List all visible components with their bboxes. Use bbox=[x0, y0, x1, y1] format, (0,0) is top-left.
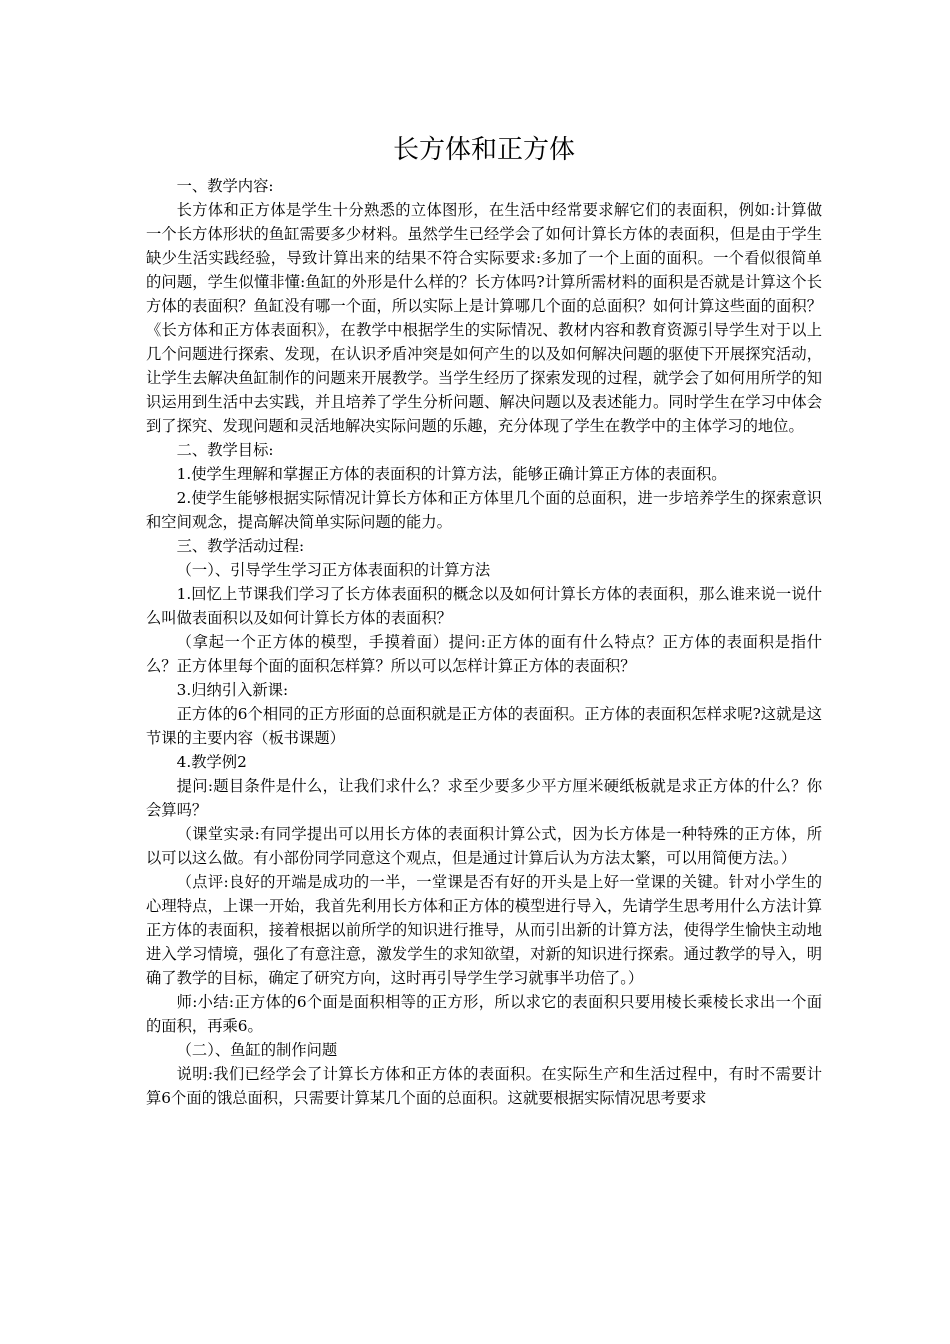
paragraph-content-intro: 长方体和正方体是学生十分熟悉的立体图形，在生活中经常要求解它们的表面积，例如:计算做一个长方体形状的鱼缸需要多少材料。虽然学生已经学会了如何计算长方体的表面积，但是由于学生缺少生活实践经验，导致计算出来的结果不符合实际要求:多加了一个上面的面积。一个看似很简单的问题，学生似懂非懂:鱼缸的外形是什么样的？长方体吗?计算所需材料的面积是否就是计算这个长方体的表面积？鱼缸没有哪一个面，所以实际上是计算哪几个面的总面积？如何计算这些面的面积？《长方体和正方体表面积》，在教学中根据学生的实际情况、教材内容和教育资源引导学生对于以上几个问题进行探索、发现，在认识矛盾冲突是如何产生的以及如何解决问题的驱使下开展探究活动，让学生去解决鱼缸制作的问题来开展教学。当学生经历了探索发现的过程，就学会了如何用所学的知识运用到生活中去实践，并且培养了学生分析问题、解决问题以及表述能力。同时学生在学习中体会到了探究、发现问题和灵活地解决实际问题的乐趣，充分体现了学生在教学中的主体学习的地位。 bbox=[146, 201, 822, 435]
paragraph-summary: 师:小结:正方体的6个面是面积相等的正方形，所以求它的表面积只要用棱长乘棱长求出一个面的面积，再乘6。 bbox=[146, 993, 822, 1035]
process-item-3: 3.归纳引入新课: bbox=[176, 681, 289, 699]
section-heading-process: 三、教学活动过程: bbox=[176, 537, 305, 555]
paragraph-question: 提问:题目条件是什么，让我们求什么？求至少要多少平方厘米硬纸板就是求正方体的什么？你会算吗？ bbox=[146, 777, 822, 819]
section-heading-goals: 二、教学目标: bbox=[176, 441, 274, 459]
paragraph-new-lesson: 正方体的6个相同的正方形面的总面积就是正方体的表面积。正方体的表面积怎样求呢?这就是这节课的主要内容（板书课题） bbox=[146, 705, 822, 747]
goal-item-1: 1.使学生理解和掌握正方体的表面积的计算方法，能够正确计算正方体的表面积。 bbox=[176, 465, 727, 483]
paragraph-class-record: （课堂实录:有同学提出可以用长方体的表面积计算公式，因为长方体是一种特殊的正方体，所以可以这么做。有小部份同学同意这个观点，但是通过计算后认为方法太繁，可以用简便方法。） bbox=[146, 825, 822, 867]
paragraph-explanation: 说明:我们已经学会了计算长方体和正方体的表面积。在实际生产和生活过程中，有时不需要计算6个面的饿总面积，只需要计算某几个面的总面积。这就要根据实际情况思考要求 bbox=[146, 1065, 822, 1107]
process-item-4: 4.教学例2 bbox=[176, 753, 247, 771]
document-page bbox=[146, 130, 822, 1110]
goal-item-2: 2.使学生能够根据实际情况计算长方体和正方体里几个面的总面积，进一步培养学生的探索意识和空间观念，提高解决简单实际问题的能力。 bbox=[146, 489, 822, 531]
process-item-1: 1.回忆上节课我们学习了长方体表面积的概念以及如何计算长方体的表面积，那么谁来说一说什么叫做表面积以及如何计算长方体的表面积？ bbox=[146, 585, 822, 627]
subsection-heading-2: （二）、鱼缸的制作问题 bbox=[176, 1041, 338, 1059]
document-title: 长方体和正方体 bbox=[392, 135, 575, 165]
section-heading-content: 一、教学内容: bbox=[176, 177, 274, 195]
subsection-heading-1: （一）、引导学生学习正方体表面积的计算方法 bbox=[176, 561, 491, 579]
process-item-model: （拿起一个正方体的模型，手摸着面）提问:正方体的面有什么特点？正方体的表面积是指什么？正方体里每个面的面积怎样算？所以可以怎样计算正方体的表面积？ bbox=[146, 633, 822, 675]
paragraph-comment: （点评:良好的开端是成功的一半，一堂课是否有好的开头是上好一堂课的关键。针对小学生的心理特点，上课一开始，我首先利用长方体和正方体的模型进行导入，先请学生思考用什么方法计算正方体的表面积，接着根据以前所学的知识进行推导，从而引出新的计算方法，使得学生愉快主动地进入学习情境，强化了有意注意，激发学生的求知欲望，对新的知识进行探索。通过教学的导入，明确了教学的目标，确定了研究方向，这时再引导学生学习就事半功倍了。） bbox=[146, 873, 822, 987]
